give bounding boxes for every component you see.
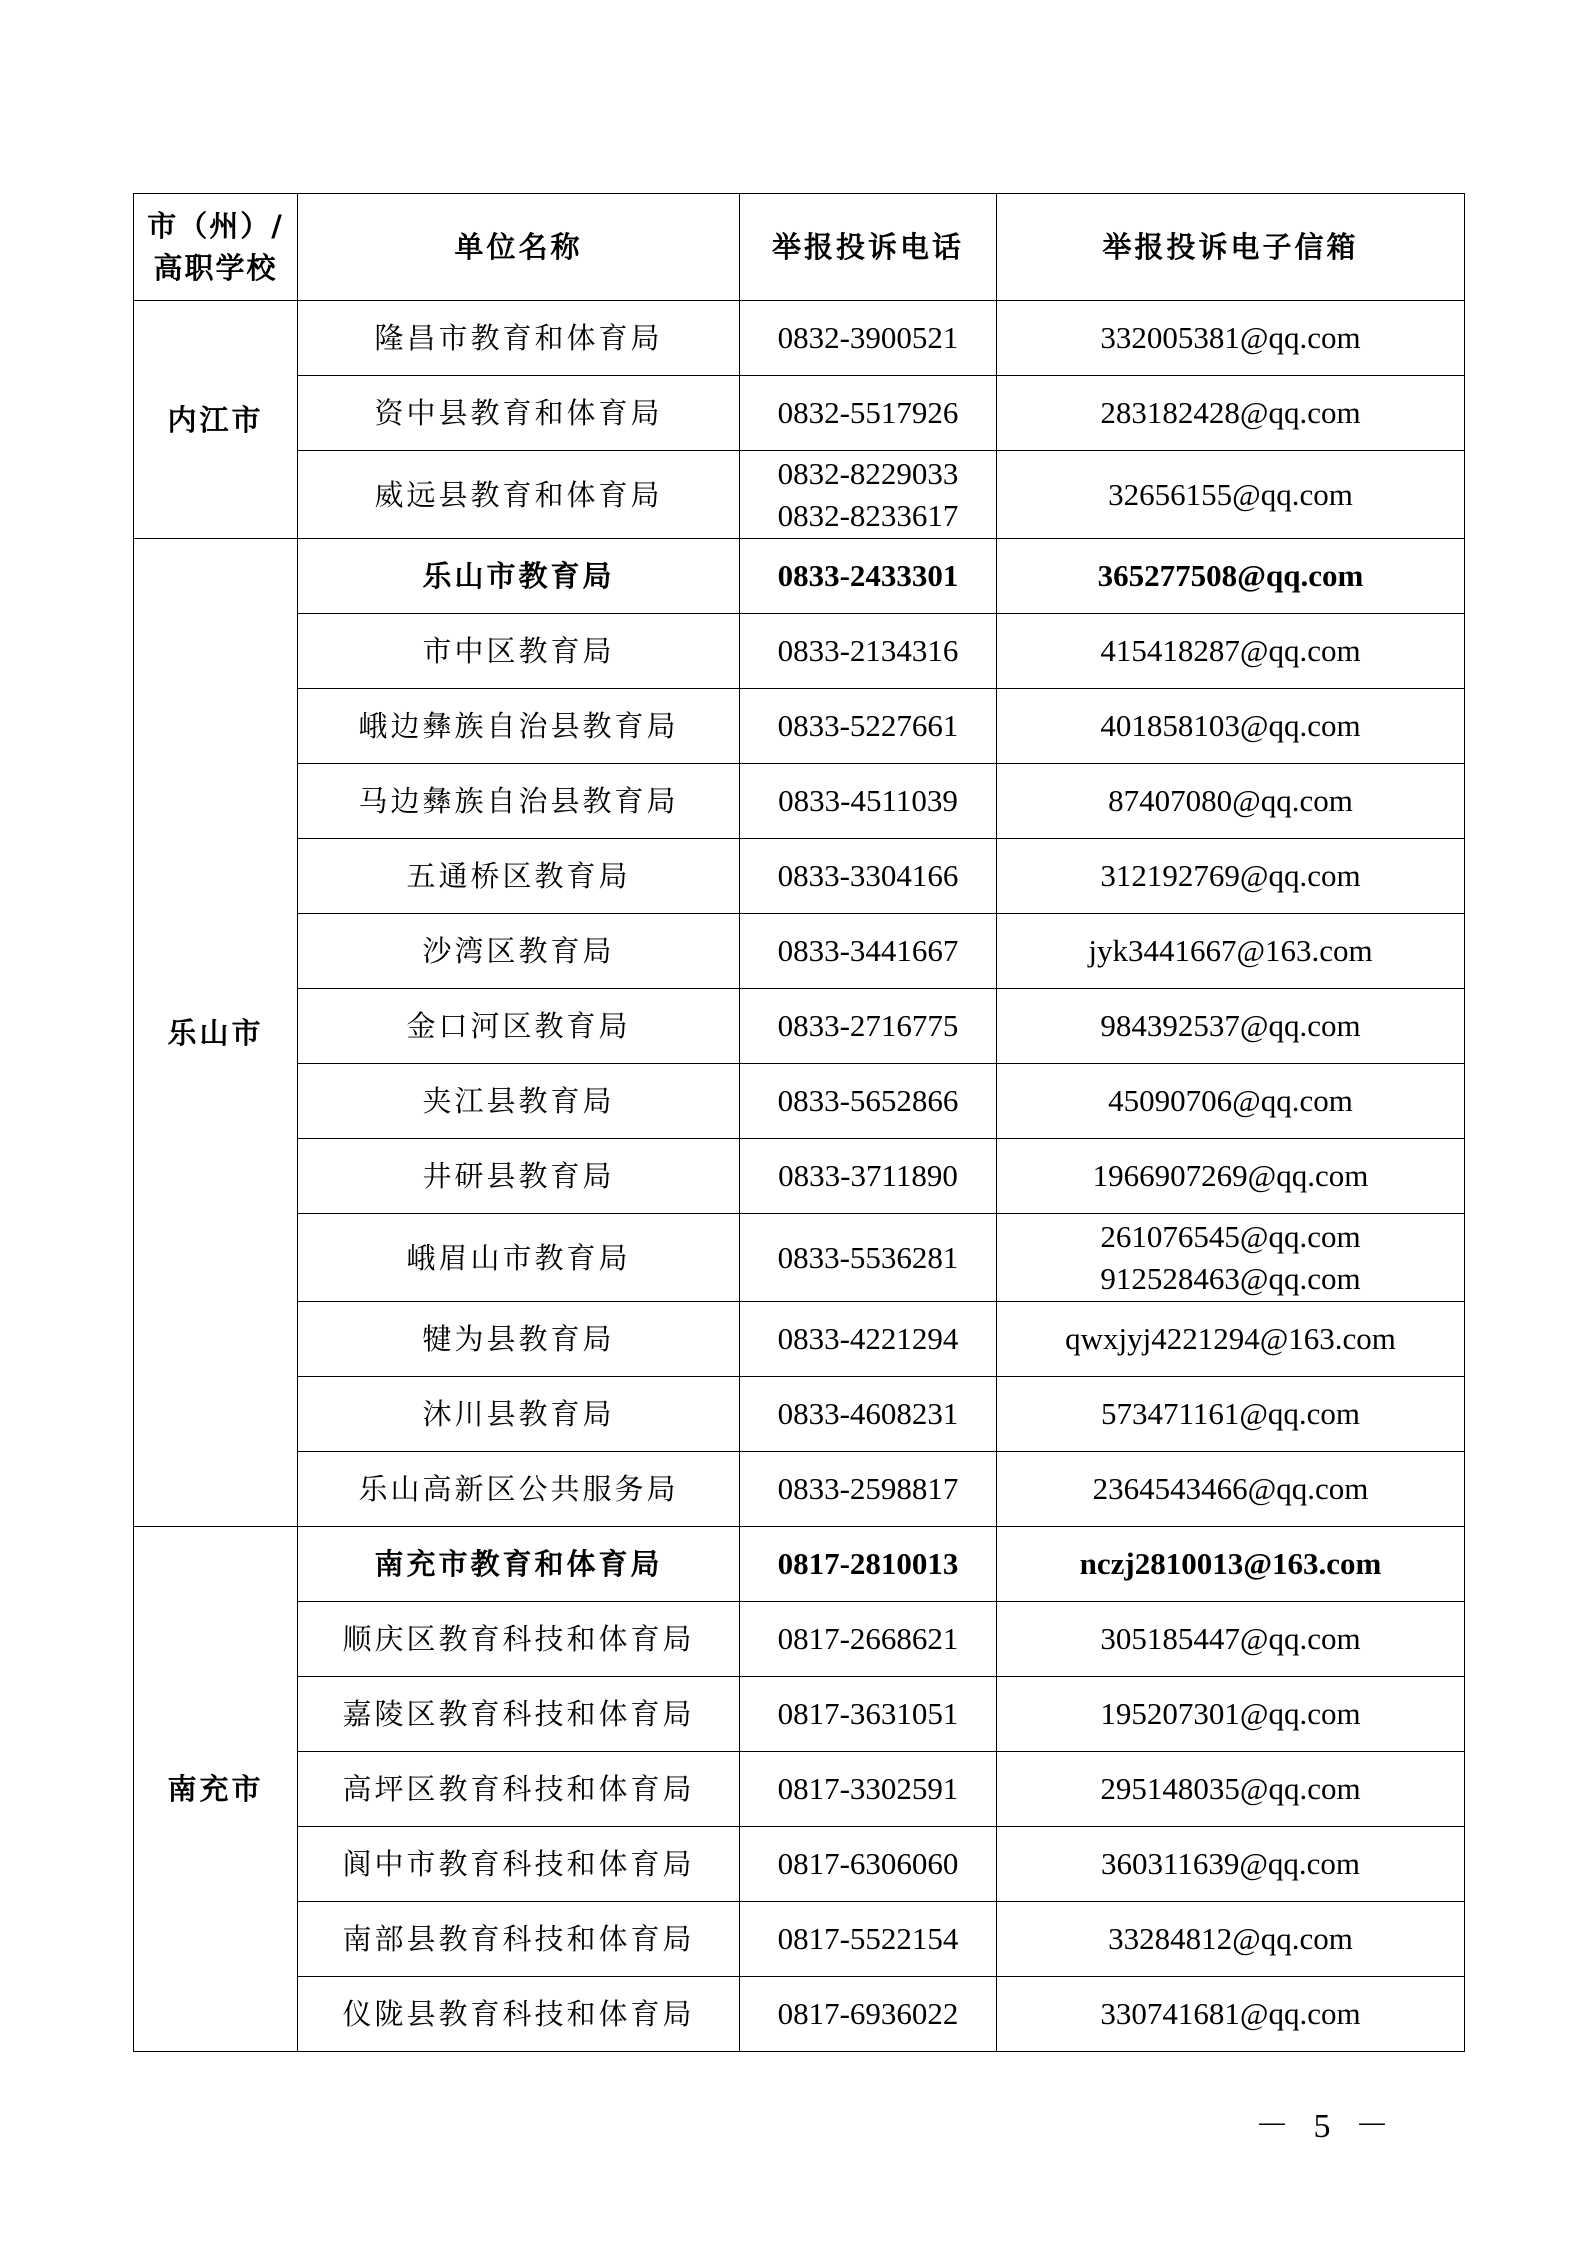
- email-address: 305185447@qq.com: [1100, 1621, 1361, 1656]
- email-address: 87407080@qq.com: [1108, 783, 1353, 818]
- phone-cell: [740, 1602, 997, 1677]
- phone-cell: [740, 1827, 997, 1902]
- email-address: jyk3441667@163.com: [1088, 933, 1373, 968]
- phone-cell: [740, 1377, 997, 1452]
- email-cell: [997, 614, 1465, 689]
- phone-cell: [740, 689, 997, 764]
- email-cell: [997, 1377, 1465, 1452]
- phone-cell: [740, 451, 997, 539]
- table-row: [134, 1827, 1465, 1902]
- table-row: [134, 1139, 1465, 1214]
- phone-number: 0833-2716775: [777, 1008, 959, 1043]
- phone-number: 0833-4511039: [778, 783, 958, 818]
- phone-number: 0833-4608231: [777, 1396, 959, 1431]
- table-row: [134, 1752, 1465, 1827]
- unit-cell: 南充市教育和体育局: [298, 1527, 740, 1602]
- email-cell: [997, 376, 1465, 451]
- header-unit: 单位名称: [298, 194, 740, 301]
- header-email: 举报投诉电子信箱: [997, 194, 1465, 301]
- phone-number: 0833-5536281: [777, 1239, 959, 1275]
- table-row: [134, 1602, 1465, 1677]
- unit-cell: 峨眉山市教育局: [298, 1214, 740, 1302]
- email-cell: [997, 301, 1465, 376]
- unit-cell: 五通桥区教育局: [298, 839, 740, 914]
- unit-cell: 仪陇县教育科技和体育局: [298, 1977, 740, 2052]
- phone-number: 0833-2598817: [777, 1471, 959, 1506]
- email-address: 332005381@qq.com: [1100, 320, 1361, 355]
- email-cell: [997, 1214, 1465, 1302]
- email-address: 283182428@qq.com: [1100, 395, 1361, 430]
- table-row: [134, 376, 1465, 451]
- unit-cell: 南部县教育科技和体育局: [298, 1902, 740, 1977]
- phone-cell: [740, 1452, 997, 1527]
- email-address: 360311639@qq.com: [1100, 1846, 1361, 1881]
- phone-cell: [740, 376, 997, 451]
- email-address: 33284812@qq.com: [1108, 1921, 1353, 1956]
- phone-number: 0817-5522154: [777, 1921, 959, 1956]
- city-cell: 乐山市: [134, 539, 298, 1527]
- email-address: 261076545@qq.com: [1100, 1218, 1361, 1254]
- phone-number: 0817-2668621: [777, 1621, 959, 1656]
- email-address: 45090706@qq.com: [1108, 1083, 1353, 1118]
- email-cell: [997, 1527, 1465, 1602]
- table-row: [134, 301, 1465, 376]
- phone-cell: [740, 1677, 997, 1752]
- table-row: [134, 539, 1465, 614]
- unit-cell: 峨边彝族自治县教育局: [298, 689, 740, 764]
- phone-cell: [740, 1064, 997, 1139]
- phone-number: 0833-5227661: [777, 708, 959, 743]
- email-address: nczj2810013@163.com: [1079, 1546, 1382, 1581]
- header-city-line1: 市（州）/: [147, 209, 284, 243]
- header-phone: 举报投诉电话: [740, 194, 997, 301]
- unit-cell: 马边彝族自治县教育局: [298, 764, 740, 839]
- email-cell: [997, 1602, 1465, 1677]
- email-cell: [997, 539, 1465, 614]
- header-row: [134, 194, 1465, 301]
- phone-cell: [740, 1214, 997, 1302]
- email-cell: [997, 914, 1465, 989]
- email-cell: [997, 1752, 1465, 1827]
- phone-number: 0817-3631051: [777, 1696, 959, 1731]
- table-row: [134, 1677, 1465, 1752]
- table-row: [134, 764, 1465, 839]
- phone-number: 0817-6936022: [777, 1996, 959, 2031]
- unit-cell: 沐川县教育局: [298, 1377, 740, 1452]
- table-row: [134, 839, 1465, 914]
- unit-cell: 威远县教育和体育局: [298, 451, 740, 539]
- phone-number: 0833-3711890: [778, 1158, 958, 1193]
- table-row: [134, 914, 1465, 989]
- email-cell: [997, 1139, 1465, 1214]
- phone-cell: [740, 1902, 997, 1977]
- phone-number: 0832-8229033: [777, 455, 959, 491]
- phone-cell: [740, 539, 997, 614]
- unit-cell: 阆中市教育科技和体育局: [298, 1827, 740, 1902]
- unit-cell: 乐山市教育局: [298, 539, 740, 614]
- phone-number: 0817-2810013: [777, 1546, 959, 1581]
- email-address: 984392537@qq.com: [1100, 1008, 1361, 1043]
- unit-cell: 井研县教育局: [298, 1139, 740, 1214]
- email-address: 573471161@qq.com: [1100, 1396, 1361, 1431]
- phone-number: 0832-3900521: [777, 320, 959, 355]
- phone-number: 0833-3304166: [777, 858, 959, 893]
- email-cell: [997, 689, 1465, 764]
- email-cell: [997, 1064, 1465, 1139]
- email-cell: [997, 451, 1465, 539]
- table-row: [134, 1527, 1465, 1602]
- unit-cell: 金口河区教育局: [298, 989, 740, 1064]
- phone-cell: [740, 914, 997, 989]
- phone-number: 0832-5517926: [777, 395, 959, 430]
- table-row: [134, 989, 1465, 1064]
- email-address: 365277508@qq.com: [1097, 558, 1364, 593]
- table-row: [134, 689, 1465, 764]
- email-cell: [997, 839, 1465, 914]
- phone-number: 0833-4221294: [777, 1321, 959, 1356]
- email-address: 32656155@qq.com: [1108, 476, 1353, 512]
- email-cell: [997, 989, 1465, 1064]
- phone-cell: [740, 301, 997, 376]
- table-row: [134, 451, 1465, 539]
- email-address: 295148035@qq.com: [1100, 1771, 1361, 1806]
- unit-cell: 夹江县教育局: [298, 1064, 740, 1139]
- phone-number: 0833-2433301: [777, 558, 959, 593]
- email-address: 330741681@qq.com: [1100, 1996, 1361, 2031]
- email-cell: [997, 1977, 1465, 2052]
- email-cell: [997, 1677, 1465, 1752]
- table-row: [134, 1214, 1465, 1302]
- table-body: [134, 301, 1465, 2052]
- unit-cell: 市中区教育局: [298, 614, 740, 689]
- email-address: 2364543466@qq.com: [1092, 1471, 1369, 1506]
- phone-cell: [740, 614, 997, 689]
- table-row: [134, 614, 1465, 689]
- city-cell: 内江市: [134, 301, 298, 539]
- contact-table: [133, 193, 1465, 2052]
- email-address: 401858103@qq.com: [1100, 708, 1361, 743]
- phone-cell: [740, 1527, 997, 1602]
- table-row: [134, 1452, 1465, 1527]
- table-row: [134, 1302, 1465, 1377]
- email-cell: [997, 1902, 1465, 1977]
- unit-cell: 高坪区教育科技和体育局: [298, 1752, 740, 1827]
- table-row: [134, 1377, 1465, 1452]
- table-row: [134, 1064, 1465, 1139]
- unit-cell: 犍为县教育局: [298, 1302, 740, 1377]
- header-city: [134, 194, 298, 301]
- email-cell: [997, 1302, 1465, 1377]
- phone-number: 0833-5652866: [777, 1083, 959, 1118]
- email-address: qwxjyj4221294@163.com: [1065, 1321, 1396, 1356]
- phone-cell: [740, 764, 997, 839]
- phone-cell: [740, 1752, 997, 1827]
- email-cell: [997, 764, 1465, 839]
- phone-number: 0817-6306060: [777, 1846, 959, 1881]
- unit-cell: 乐山高新区公共服务局: [298, 1452, 740, 1527]
- email-address: 912528463@qq.com: [1100, 1260, 1361, 1296]
- phone-cell: [740, 1139, 997, 1214]
- page-number: － 5 －: [1255, 2108, 1397, 2145]
- unit-cell: 嘉陵区教育科技和体育局: [298, 1677, 740, 1752]
- email-address: 312192769@qq.com: [1100, 858, 1361, 893]
- table-row: [134, 1902, 1465, 1977]
- header-city-line2: 高职学校: [153, 251, 278, 285]
- phone-number: 0817-3302591: [777, 1771, 959, 1806]
- phone-cell: [740, 1977, 997, 2052]
- unit-cell: 顺庆区教育科技和体育局: [298, 1602, 740, 1677]
- unit-cell: 隆昌市教育和体育局: [298, 301, 740, 376]
- phone-cell: [740, 1302, 997, 1377]
- table-row: [134, 1977, 1465, 2052]
- email-cell: [997, 1452, 1465, 1527]
- email-address: 195207301@qq.com: [1100, 1696, 1361, 1731]
- email-address: 1966907269@qq.com: [1092, 1158, 1369, 1193]
- email-cell: [997, 1827, 1465, 1902]
- unit-cell: 资中县教育和体育局: [298, 376, 740, 451]
- phone-number: 0833-2134316: [777, 633, 959, 668]
- email-address: 415418287@qq.com: [1100, 633, 1361, 668]
- phone-number: 0832-8233617: [777, 497, 959, 533]
- phone-cell: [740, 839, 997, 914]
- phone-number: 0833-3441667: [777, 933, 959, 968]
- phone-cell: [740, 989, 997, 1064]
- city-cell: 南充市: [134, 1527, 298, 2052]
- unit-cell: 沙湾区教育局: [298, 914, 740, 989]
